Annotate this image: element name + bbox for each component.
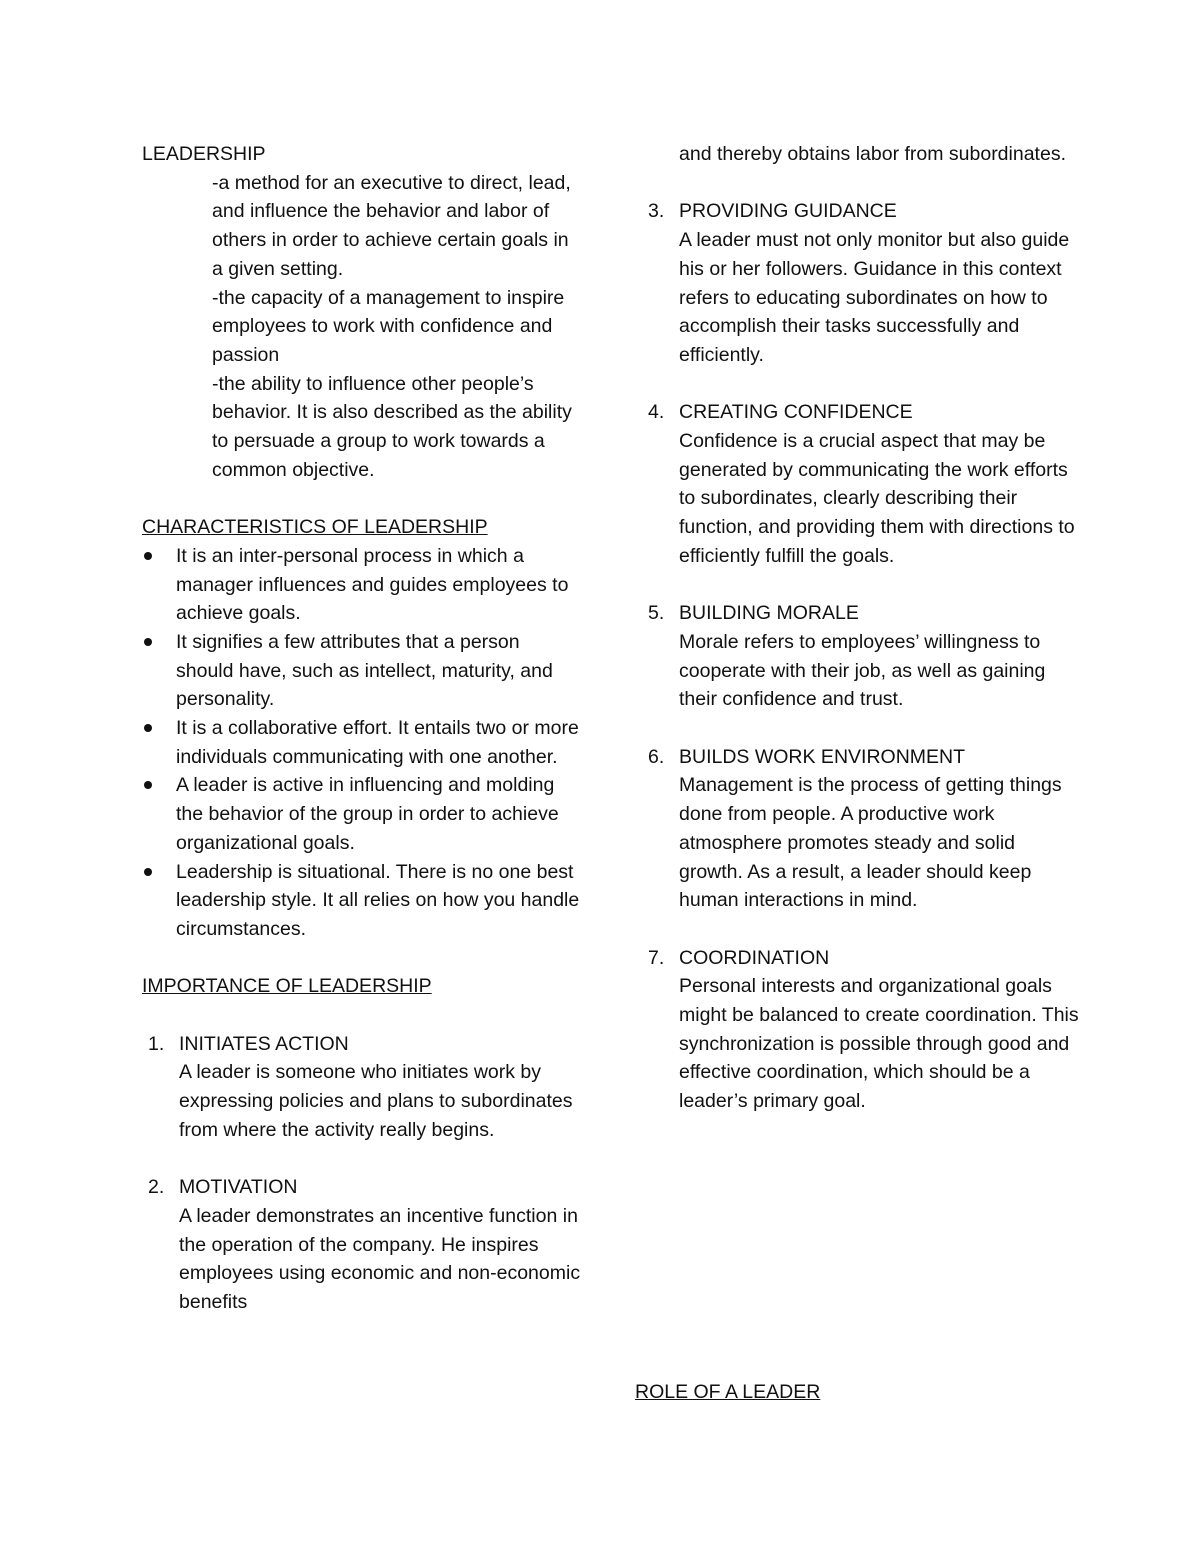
item-title: BUILDING MORALE [679,602,859,625]
item-number: 4. [648,401,665,424]
item-number: 7. [648,946,665,969]
bullet-icon [144,868,152,876]
item-body: Management is the process of getting things done from people. A productive work atmosphere promotes steady and solid growth. As a result, a leader should keep human interactions in mind. [679,774,1062,912]
right-column [642,140,1082,1116]
leadership-definition-2: -the capacity of a management to inspire employees to work with confidence and passion [212,286,565,366]
list-item: Leadership is situational. There is no one best leadership style. It all relies on how you handle circumstances. [142,858,582,944]
role-title: ROLE OF A LEADER [635,1381,821,1403]
item-body: and thereby obtains labor from subordinates. [679,143,1066,165]
item-number: 1. [148,1032,165,1055]
importance-item-2 [142,1173,582,1317]
importance-item-1 [142,1030,582,1145]
importance-item-3 [642,197,1082,369]
item-title: PROVIDING GUIDANCE [679,200,897,223]
characteristics-list [142,542,582,944]
importance-item-2-continued [642,140,1082,169]
item-title: BUILDS WORK ENVIRONMENT [679,745,966,768]
list-item: It is an inter-personal process in which a manager influences and guides employees to achieve goals. [142,542,582,628]
characteristics-title: CHARACTERISTICS OF LEADERSHIP [142,516,488,539]
item-number: 6. [648,745,665,768]
importance-title: IMPORTANCE OF LEADERSHIP [142,975,432,998]
leadership-title: LEADERSHIP [142,143,266,165]
bullet-icon [144,781,152,789]
bullet-icon [144,724,152,732]
item-title: COORDINATION [679,946,830,969]
leadership-definition-3: -the ability to influence other people’s behavior. It is also described as the ability to persuade a group to work towards a common objective. [212,372,572,481]
item-number: 3. [648,200,665,223]
bullet-icon [144,638,152,646]
importance-item-4 [642,398,1082,570]
importance-item-5 [642,599,1082,714]
importance-item-7 [642,944,1082,1116]
item-body: A leader is someone who initiates work by expressing policies and plans to subordinates from where the activity really begins. [179,1061,573,1141]
item-number: 5. [648,602,665,625]
importance-item-6 [642,743,1082,915]
list-item: It signifies a few attributes that a person should have, such as intellect, maturity, and personality. [142,628,582,714]
item-body: A leader demonstrates an incentive function in the operation of the company. He inspires employees using economic and non-economic benefits [179,1204,581,1314]
item-number: 2. [148,1176,165,1199]
item-body: A leader must not only monitor but also guide his or her followers. Guidance in this context refers to educating subordinates on how to accomplish their tasks successfully and efficiently. [679,229,1070,366]
item-title: CREATING CONFIDENCE [679,401,913,424]
list-item: It is a collaborative effort. It entails two or more individuals communicating with one another. [142,714,582,771]
item-body: Confidence is a crucial aspect that may be generated by communicating the work efforts to subordinates, clearly describing their function, and providing them with directions to efficiently fulfill the goals. [679,430,1075,567]
item-title: INITIATES ACTION [179,1032,349,1055]
list-item: A leader is active in influencing and molding the behavior of the group in order to achieve organizational goals. [142,771,582,857]
left-column [142,140,582,1317]
item-title: MOTIVATION [179,1176,298,1199]
bullet-icon [144,552,152,560]
leadership-definition-1: -a method for an executive to direct, lead, and influence the behavior and labor of others in order to achieve certain goals in a given setting. [212,171,571,280]
item-body: Personal interests and organizational goals might be balanced to create coordination. This synchronization is possible through good and effective coordination, which should be a leader’s primary goal. [679,975,1079,1113]
item-body: Morale refers to employees’ willingness to cooperate with their job, as well as gaining their confidence and trust. [679,630,1046,711]
